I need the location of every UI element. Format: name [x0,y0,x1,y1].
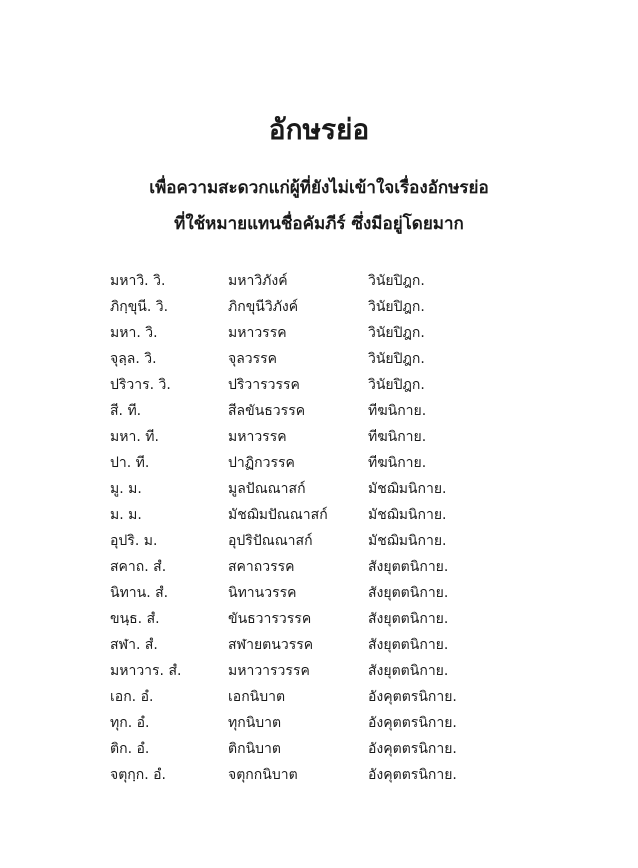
collection-cell: อังคุตตรนิกาย. [368,767,457,783]
scripture-name-cell: นิทานวรรค [228,585,297,601]
abbreviation-cell: ภิกฺขุนี. วิ. [110,299,169,315]
scripture-name-cell: ปาฏิกวรรค [228,455,295,471]
collection-cell: อังคุตตรนิกาย. [368,689,457,705]
scripture-name-cell: เอกนิบาต [228,689,286,705]
scripture-name-cell: มหาวิภังค์ [228,273,288,289]
table-row [110,450,490,476]
collection-cell: ทีฆนิกาย. [368,403,427,419]
abbreviation-cell: อุปริ. ม. [110,533,158,549]
table-row [110,632,490,658]
table-row [110,762,490,788]
table-row [110,294,490,320]
collection-cell: ทีฆนิกาย. [368,429,427,445]
scripture-name-cell: จุลวรรค [228,351,278,367]
table-row [110,606,490,632]
scripture-name-cell: ภิกขุนีวิภังค์ [228,299,299,315]
collection-cell: วินัยปิฎก. [368,299,425,315]
abbreviation-cell: นิทาน. สํ. [110,585,169,601]
abbreviation-cell: ปริวาร. วิ. [110,377,171,393]
collection-cell: สังยุตตนิกาย. [368,585,449,601]
scripture-name-cell: สคาถวรรค [228,559,295,575]
abbreviation-cell: ติก. อํ. [110,741,150,757]
collection-cell: สังยุตตนิกาย. [368,637,449,653]
collection-cell: ทีฆนิกาย. [368,455,427,471]
table-row [110,580,490,606]
scripture-name-cell: ปริวารวรรค [228,377,300,393]
scripture-name-cell: มหาวารวรรค [228,663,310,679]
table-row [110,684,490,710]
scripture-name-cell: สฬายตนวรรค [228,637,314,653]
scripture-name-cell: ขันธวารวรรค [228,611,312,627]
scripture-name-cell: มัชฌิมปัณณาสก์ [228,507,328,523]
scripture-name-cell: ติกนิบาต [228,741,281,757]
page-title: อักษรย่อ [268,113,370,146]
table-row [110,424,490,450]
abbreviation-cell: ม. ม. [110,507,142,523]
scripture-name-cell: สีลขันธวรรค [228,403,306,419]
collection-cell: วินัยปิฎก. [368,377,425,393]
scripture-name-cell: ทุกนิบาต [228,715,282,731]
table-row [110,346,490,372]
scripture-name-cell: จตุกกนิบาต [228,767,298,783]
table-row [110,398,490,424]
subtitle-line-1: เพื่อความสะดวกแก่ผู้ที่ยังไม่เข้าใจเรื่องอักษรย่อ [149,178,489,198]
table-row [110,528,490,554]
scripture-name-cell: มหาวรรค [228,325,287,341]
table-row [110,710,490,736]
table-row [110,658,490,684]
scripture-name-cell: มูลปัณณาสก์ [228,481,306,497]
table-row [110,372,490,398]
abbreviation-cell: ขนฺธ. สํ. [110,611,160,627]
abbreviation-cell: เอก. อํ. [110,689,154,705]
scripture-name-cell: อุปริปัณณาสก์ [228,533,313,549]
collection-cell: มัชฌิมนิกาย. [368,533,447,549]
scripture-name-cell: มหาวรรค [228,429,287,445]
abbreviation-cell: ปา. ที. [110,455,150,471]
abbreviation-cell: มหา. วิ. [110,325,158,341]
abbreviation-cell: จตุกฺก. อํ. [110,767,167,783]
collection-cell: วินัยปิฎก. [368,351,425,367]
table-row [110,476,490,502]
abbreviation-cell: สี. ที. [110,403,142,419]
abbreviation-cell: มหา. ที. [110,429,159,445]
abbreviation-cell: สคาถ. สํ. [110,559,167,575]
collection-cell: สังยุตตนิกาย. [368,663,449,679]
table-row [110,268,490,294]
abbreviation-cell: ทุก. อํ. [110,715,150,731]
abbreviation-cell: จุลฺล. วิ. [110,351,157,367]
subtitle-line-2: ที่ใช้หมายแทนชื่อคัมภีร์ ซึ่งมีอยู่โดยมาก [174,214,464,234]
collection-cell: สังยุตตนิกาย. [368,611,449,627]
table-row [110,502,490,528]
abbreviation-cell: มหาวิ. วิ. [110,273,166,289]
abbreviation-table [110,268,490,788]
abbreviation-cell: มู. ม. [110,481,142,497]
collection-cell: อังคุตตรนิกาย. [368,715,457,731]
collection-cell: อังคุตตรนิกาย. [368,741,457,757]
abbreviation-cell: สฬา. สํ. [110,637,158,653]
table-row [110,554,490,580]
collection-cell: สังยุตตนิกาย. [368,559,449,575]
collection-cell: วินัยปิฎก. [368,325,425,341]
collection-cell: วินัยปิฎก. [368,273,425,289]
table-row [110,736,490,762]
abbreviation-cell: มหาวาร. สํ. [110,663,182,679]
collection-cell: มัชฌิมนิกาย. [368,507,447,523]
table-row [110,320,490,346]
collection-cell: มัชฌิมนิกาย. [368,481,447,497]
